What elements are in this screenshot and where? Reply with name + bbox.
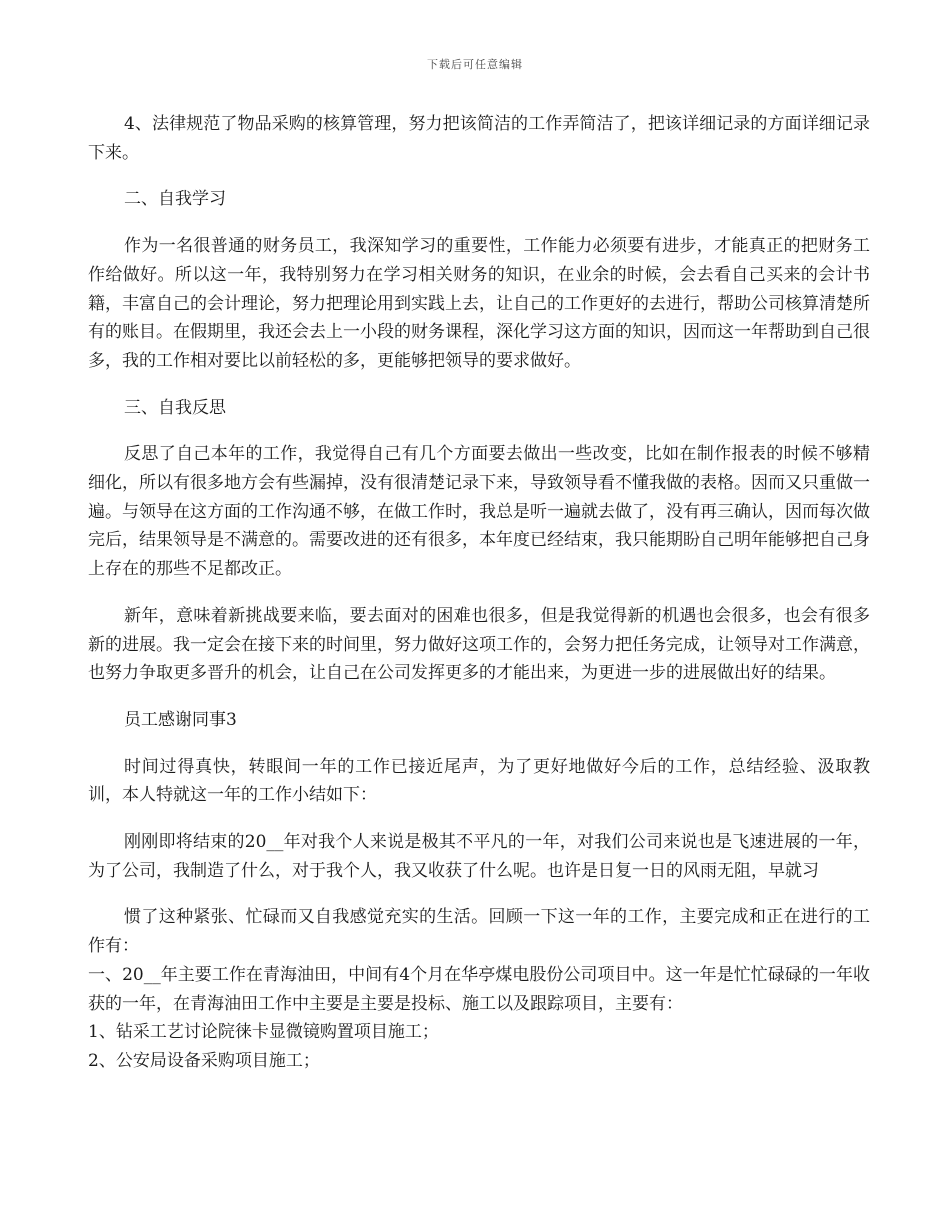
paragraph-main-work: 一、20__年主要工作在青海油田，中间有4个月在华亭煤电股份公司项目中。这一年是忙忙碌碌的一年收获的一年，在青海油田工作中主要是主要是投标、施工以及跟踪项目，主要有： <box>88 964 870 1014</box>
document-body <box>88 110 870 1076</box>
section-heading-self-study: 二、自我学习 <box>124 189 226 210</box>
section-heading-self-reflection: 三、自我反思 <box>124 397 226 418</box>
paragraph-item-4: 4、法律规范了物品采购的核算管理，努力把该简洁的工作弄简洁了，把该详细记录的方面详细记录下来。 <box>88 114 870 163</box>
page-header: 下载后可任意编辑 <box>427 58 523 71</box>
list-item-1: 1、钻采工艺讨论院徕卡显微镜购置项目施工； <box>88 1022 439 1043</box>
paragraph-self-reflection: 反思了自己本年的工作，我觉得自己有几个方面要去做出一些改变，比如在制作报表的时候不够精细化，所以有很多地方会有些漏掉，没有很清楚记录下来，导致领导看不懂我做的表格。因而又只重做一遍。与领导在这方面的工作沟通不够，在做工作时，我总是听一遍就去做了，没有再三确认，因而每次做完后，结果领导是不满意的。需要改进的还有很多，本年度已经结束，我只能期盼自己明年能够把自己身上存在的那些不足都改正。 <box>88 444 870 580</box>
paragraph-self-study: 作为一名很普通的财务员工，我深知学习的重要性，工作能力必须要有进步，才能真正的把财务工作给做好。所以这一年，我特别努力在学习相关财务的知识，在业余的时候，会去看自己买来的会计书籍，丰富自己的会计理论，努力把理论用到实践上去，让自己的工作更好的去进行，帮助公司核算清楚所有的账目。在假期里，我还会去上一小段的财务课程，深化学习这方面的知识，因而这一年帮助到自己很多，我的工作相对要比以前轻松的多，更能够把领导的要求做好。 <box>88 236 870 371</box>
paragraph-new-year: 新年，意味着新挑战要来临，要去面对的困难也很多，但是我觉得新的机遇也会很多，也会有很多新的进展。我一定会在接下来的时间里，努力做好这项工作的，会努力把任务完成，让领导对工作满意，也努力争取更多晋升的机会，让自己在公司发挥更多的才能出来，为更进一步的进展做出好的结果。 <box>88 605 870 684</box>
paragraph-time-flies: 时间过得真快，转眼间一年的工作已接近尾声，为了更好地做好今后的工作，总结经验、汲取教训，本人特就这一年的工作小结如下： <box>88 756 870 806</box>
paragraph-year-summary: 刚刚即将结束的20__年对我个人来说是极其不平凡的一年，对我们公司来说也是飞速进展的一年，为了公司，我制造了什么，对于我个人，我又收获了什么呢。也许是日复一日的风雨无阻，早就习 <box>88 832 870 881</box>
list-item-2: 2、公安局设备采购项目施工； <box>88 1050 320 1071</box>
paragraph-habit: 惯了这种紧张、忙碌而又自我感觉充实的生活。回顾一下这一年的工作，主要完成和正在进行的工作有： <box>88 907 870 957</box>
section-heading-thanks-colleagues-3: 员工感谢同事3 <box>124 709 237 730</box>
